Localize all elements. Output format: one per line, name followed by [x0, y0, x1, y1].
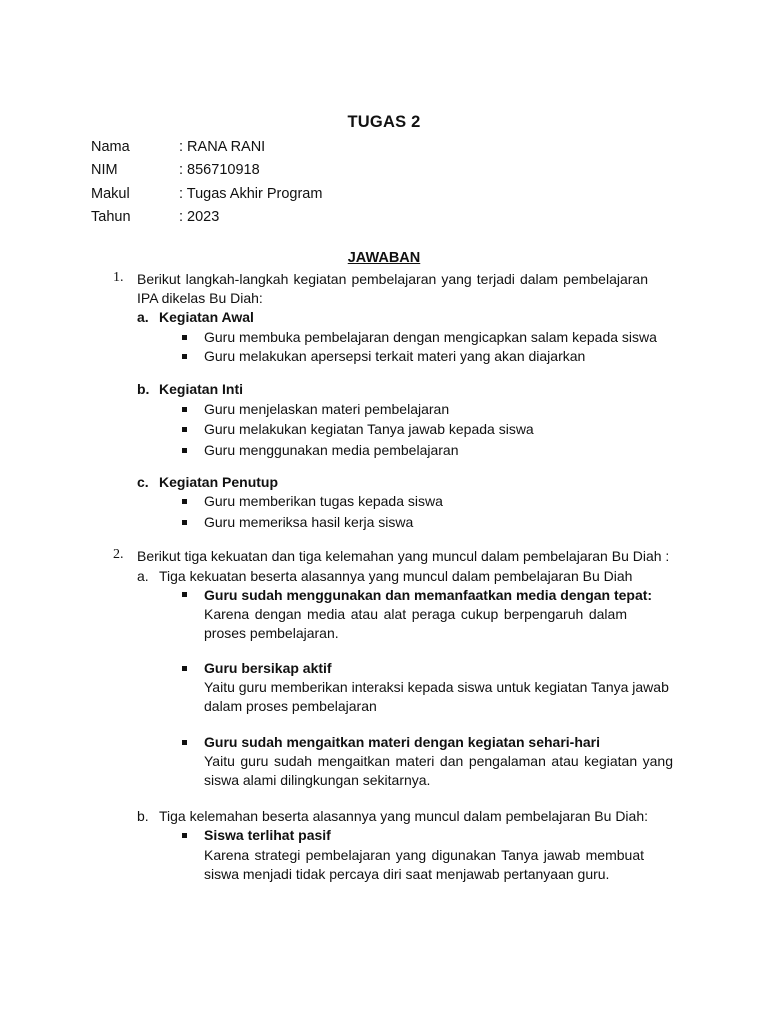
question-intro-line: IPA dikelas Bu Diah: — [137, 290, 263, 306]
square-bullet-icon — [182, 520, 187, 525]
square-bullet-icon — [182, 592, 187, 597]
square-bullet-icon — [182, 335, 187, 340]
question-intro-line: Berikut langkah-langkah kegiatan pembelajaran yang terjadi dalam pembelajaran — [137, 271, 648, 287]
identity-value: : RANA RANI — [179, 139, 266, 155]
question-number: 2. — [113, 547, 124, 562]
list-item: Guru menjelaskan materi pembelajaran — [204, 401, 450, 417]
identity-value: : 2023 — [179, 209, 220, 225]
point-title: Guru sudah menggunakan dan memanfaatkan media dengan tepat: — [204, 587, 653, 603]
point-text-line: Yaitu guru memberikan interaksi kepada siswa untuk kegiatan Tanya jawab — [204, 679, 669, 695]
subsection-letter: a. — [137, 568, 149, 584]
subsection-letter: a. — [137, 309, 149, 325]
list-item: Guru menggunakan media pembelajaran — [204, 442, 459, 458]
point-text-line: dalam proses pembelajaran — [204, 698, 377, 714]
point-text-line: siswa alami dilingkungan sekitarnya. — [204, 772, 431, 788]
point-text-line: Karena dengan media atau alat peraga cukup berpengaruh dalam — [204, 606, 627, 622]
square-bullet-icon — [182, 407, 187, 412]
subsection-heading: Kegiatan Penutup — [159, 474, 279, 490]
list-item: Guru memberikan tugas kepada siswa — [204, 493, 443, 509]
identity-label: NIM — [91, 162, 118, 178]
square-bullet-icon — [182, 427, 187, 432]
question-intro-line: Berikut tiga kekuatan dan tiga kelemahan yang muncul dalam pembelajaran Bu Diah : — [137, 548, 670, 564]
list-item: Guru melakukan kegiatan Tanya jawab kepada siswa — [204, 421, 534, 437]
list-item: Guru membuka pembelajaran dengan mengicapkan salam kepada siswa — [204, 329, 657, 345]
subsection-heading: Kegiatan Awal — [159, 309, 254, 325]
subsection-letter: c. — [137, 474, 149, 490]
identity-value: : 856710918 — [179, 162, 260, 178]
point-text-line: Karena strategi pembelajaran yang digunakan Tanya jawab membuat — [204, 847, 644, 863]
list-item: Guru memeriksa hasil kerja siswa — [204, 514, 414, 530]
list-item: Guru melakukan apersepsi terkait materi yang akan diajarkan — [204, 348, 586, 364]
identity-label: Makul — [91, 186, 130, 202]
subsection-heading: Kegiatan Inti — [159, 381, 244, 397]
point-text-line: proses pembelajaran. — [204, 625, 339, 641]
identity-label: Tahun — [91, 209, 131, 225]
answer-heading: JAWABAN — [347, 250, 421, 266]
square-bullet-icon — [182, 448, 187, 453]
document-title: TUGAS 2 — [347, 113, 421, 131]
point-text-line: Yaitu guru sudah mengaitkan materi dan pengalaman atau kegiatan yang — [204, 753, 673, 769]
subsection-heading: Tiga kekuatan beserta alasannya yang muncul dalam pembelajaran Bu Diah — [159, 568, 633, 584]
subsection-letter: b. — [137, 808, 149, 824]
identity-value: : Tugas Akhir Program — [179, 186, 323, 202]
square-bullet-icon — [182, 499, 187, 504]
subsection-letter: b. — [137, 381, 150, 397]
square-bullet-icon — [182, 354, 187, 359]
square-bullet-icon — [182, 666, 187, 671]
point-title: Siswa terlihat pasif — [204, 827, 331, 843]
identity-label: Nama — [91, 139, 130, 155]
point-title: Guru bersikap aktif — [204, 660, 332, 676]
question-number: 1. — [113, 270, 124, 285]
square-bullet-icon — [182, 740, 187, 745]
square-bullet-icon — [182, 833, 187, 838]
point-title: Guru sudah mengaitkan materi dengan kegiatan sehari-hari — [204, 734, 600, 750]
point-text-line: siswa menjadi tidak percaya diri saat menjawab pertanyaan guru. — [204, 866, 610, 882]
subsection-heading: Tiga kelemahan beserta alasannya yang muncul dalam pembelajaran Bu Diah: — [159, 808, 648, 824]
